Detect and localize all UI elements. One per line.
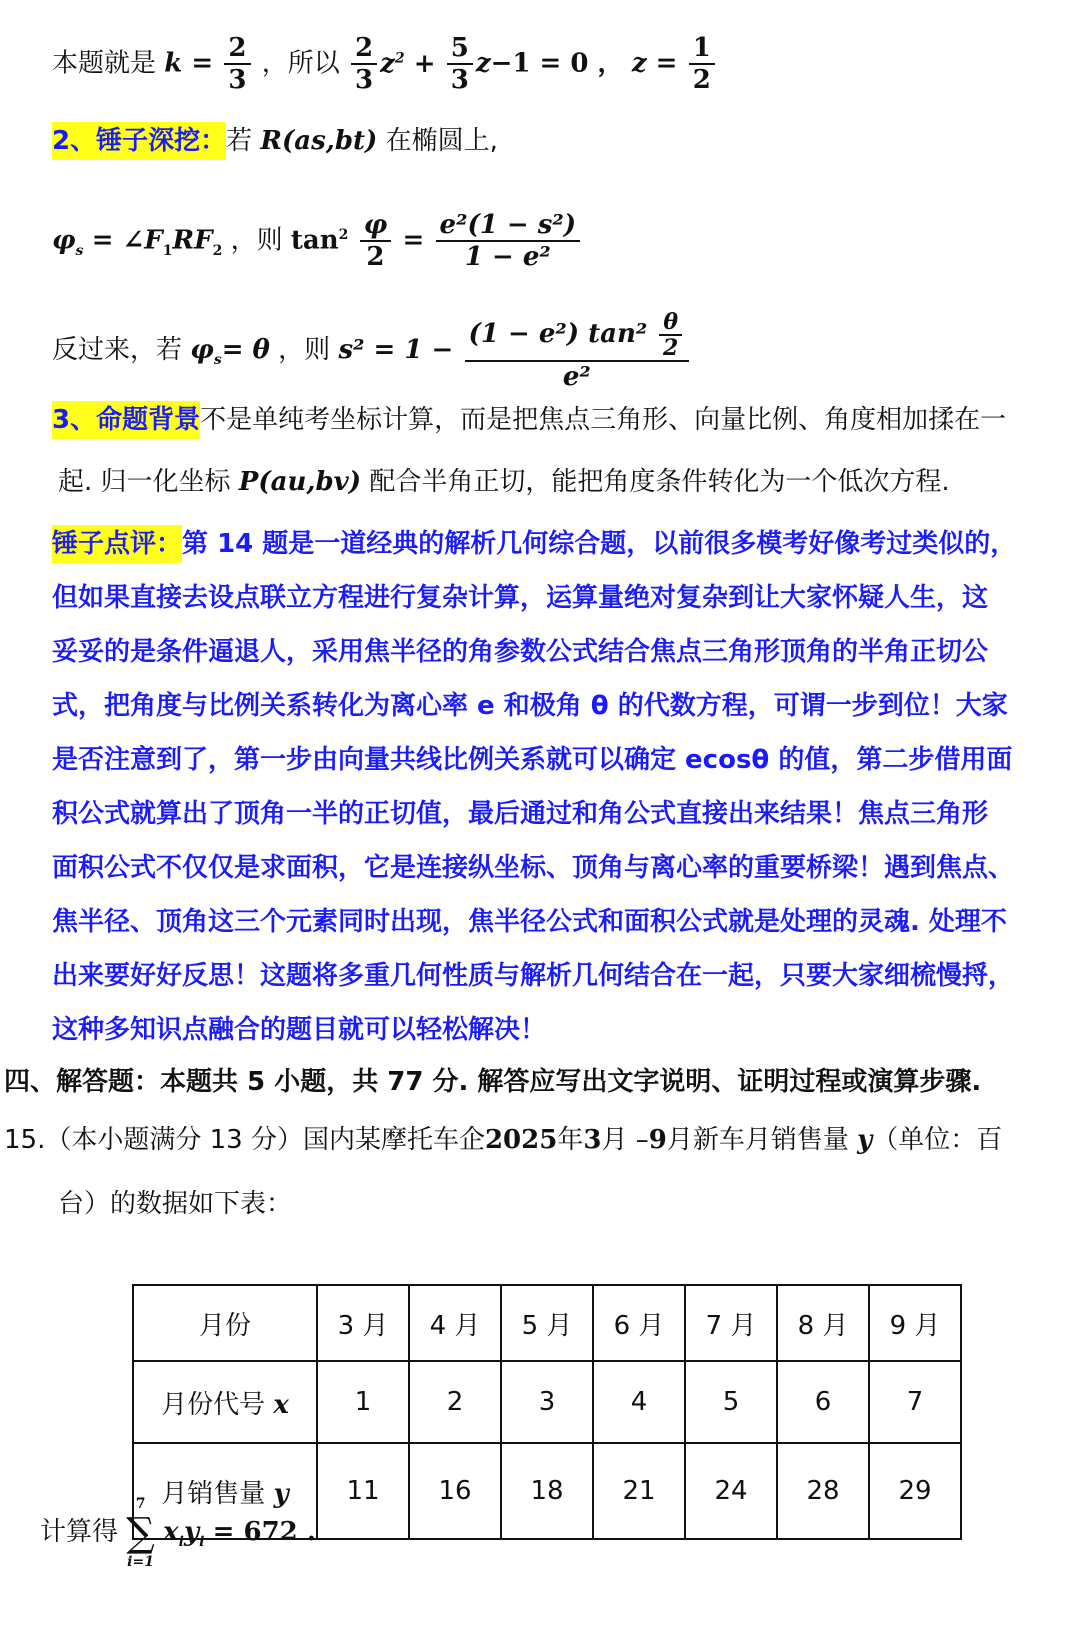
table-cell: 4 — [593, 1361, 685, 1443]
review-line-7: 面积公式不仅仅是求面积，它是连接纵坐标、顶角与离心率的重要桥梁！遇到焦点、 — [52, 853, 1015, 883]
fraction-2-3: $\frac{2}{3}$ — [224, 33, 250, 95]
table-cell: 月份 — [133, 1285, 317, 1361]
table-cell: 1 — [317, 1361, 409, 1443]
math-k: k — [164, 48, 183, 79]
q15-line1: 15.（本小题满分 13 分）国内某摩托车企2025年3月 –9月新车月销售量 y（单位：百 — [4, 1125, 1003, 1155]
table-cell: 11 — [317, 1443, 409, 1539]
sum-symbol: 7 ∑ i=1 — [126, 1495, 155, 1570]
table-cell: 4 月 — [409, 1285, 501, 1361]
review-line-8: 焦半径、顶角这三个元素同时出现，焦半径公式和面积公式就是处理的灵魂. 处理不 — [52, 907, 1007, 937]
table-cell: 3 — [501, 1361, 593, 1443]
calc-line: 计算得 7 ∑ i=1 $x_iy_i = 672$ . — [40, 1495, 316, 1570]
section-3-line1: 3、命题背景不是单纯考坐标计算，而是把焦点三角形、向量比例、角度相加揉在一 — [52, 398, 1006, 442]
section-2-tag: 2、锤子深挖： — [52, 122, 226, 160]
math-R: R — [260, 126, 282, 156]
solution-line-k: 本题就是 k = $\frac{2}{3}$ ，所以 $\frac{2}{3}$ $z^2$ + $\frac{5}{3}$ z−1 = 0 ， z = $\frac{1}{2}$ — [52, 28, 718, 95]
section-4-heading: 四、解答题：本题共 5 小题，共 77 分. 解答应写出文字说明、证明过程或演算步骤. — [4, 1067, 982, 1097]
table-cell: 7 — [869, 1361, 961, 1443]
section-3-line2: 起. 归一化坐标 P(au,bv) 配合半角正切，能把角度条件转化为一个低次方程. — [58, 467, 950, 497]
review-line-4: 式，把角度与比例关系转化为离心率 e 和极角 θ 的代数方程，可谓一步到位！大家 — [52, 691, 1008, 721]
math-z: z = — [631, 48, 678, 79]
review-line-9: 出来要好好反思！这题将多重几何性质与解析几何结合在一起，只要大家细梳慢捋， — [52, 961, 1015, 991]
table-cell: 21 — [593, 1443, 685, 1539]
review-line-6: 积公式就算出了顶角一半的正切值，最后通过和角公式直接出来结果！焦点三角形 — [52, 799, 989, 829]
section-2-line: 2、锤子深挖：若 R(as,bt) 在椭圆上, — [52, 118, 498, 164]
fraction-inverse: (1 − e²) tan² $\frac{\theta}{2}$ e² — [465, 310, 689, 392]
table-row-label: 月销售量 y — [133, 1443, 317, 1539]
table-cell: 5 — [685, 1361, 777, 1443]
fraction-phi-2: $\frac{\varphi}{2}$ — [360, 210, 392, 272]
table-row-x — [133, 1361, 961, 1443]
review-line-5: 是否注意到了，第一步由向量共线比例关系就可以确定 ecosθ 的值，第二步借用面 — [52, 745, 1013, 775]
text: 本题就是 — [52, 48, 157, 79]
table-cell: 8 月 — [777, 1285, 869, 1361]
review-line-10: 这种多知识点融合的题目就可以轻松解决！ — [52, 1015, 547, 1045]
math-P: P(au,bv) — [238, 467, 362, 497]
table-cell: 18 — [501, 1443, 593, 1539]
formula-tan-phi: $\varphi_s$ = $\angle F_1RF_2$ ，则 $\tan^2$ $\frac{\varphi}{2}$ = $\frac{\text{e²(1 − s²)}}{\text{1 − e²}}$ — [52, 200, 583, 286]
table-cell: 6 — [777, 1361, 869, 1443]
text: ，所以 — [261, 48, 340, 79]
q15-line2: 台）的数据如下表： — [58, 1189, 293, 1219]
table-cell: 3 月 — [317, 1285, 409, 1361]
fraction-1-2: $\frac{1}{2}$ — [689, 33, 715, 95]
table-cell: 9 月 — [869, 1285, 961, 1361]
review-line-3: 妥妥的是条件逼退人，采用焦半径的角参数公式结合焦点三角形顶角的半角正切公 — [52, 637, 989, 667]
formula-s-squared: 反过来，若 $\varphi_s= \theta$ ，则 s² = 1 − (1 − e²) tan² $\frac{\theta}{2}$ e² — [52, 300, 692, 410]
table-cell: 29 — [869, 1443, 961, 1539]
fraction-5-3: $\frac{5}{3}$ — [447, 33, 473, 95]
review-line-2: 但如果直接去设点联立方程进行复杂计算，运算量绝对复杂到让大家怀疑人生，这 — [52, 583, 989, 613]
review-tag: 锤子点评： — [52, 525, 182, 563]
section-3-tag: 3、命题背景 — [52, 401, 200, 439]
table-cell: 5 月 — [501, 1285, 593, 1361]
fraction-tan-result: $\frac{\text{e²(1 − s²)}}{\text{1 − e²}}$ — [436, 210, 581, 272]
table-header-row — [133, 1285, 961, 1361]
table-cell: 28 — [777, 1443, 869, 1539]
table-cell: 2 — [409, 1361, 501, 1443]
table-cell: 7 月 — [685, 1285, 777, 1361]
table-cell: 6 月 — [593, 1285, 685, 1361]
table-cell: 16 — [409, 1443, 501, 1539]
table-row-label: 月份代号 x — [133, 1361, 317, 1443]
fraction-2-3b: $\frac{2}{3}$ — [351, 33, 377, 95]
table-cell: 24 — [685, 1443, 777, 1539]
review-line-1: 锤子点评：第 14 题是一道经典的解析几何综合题，以前很多模考好像考过类似的， — [52, 526, 1016, 562]
